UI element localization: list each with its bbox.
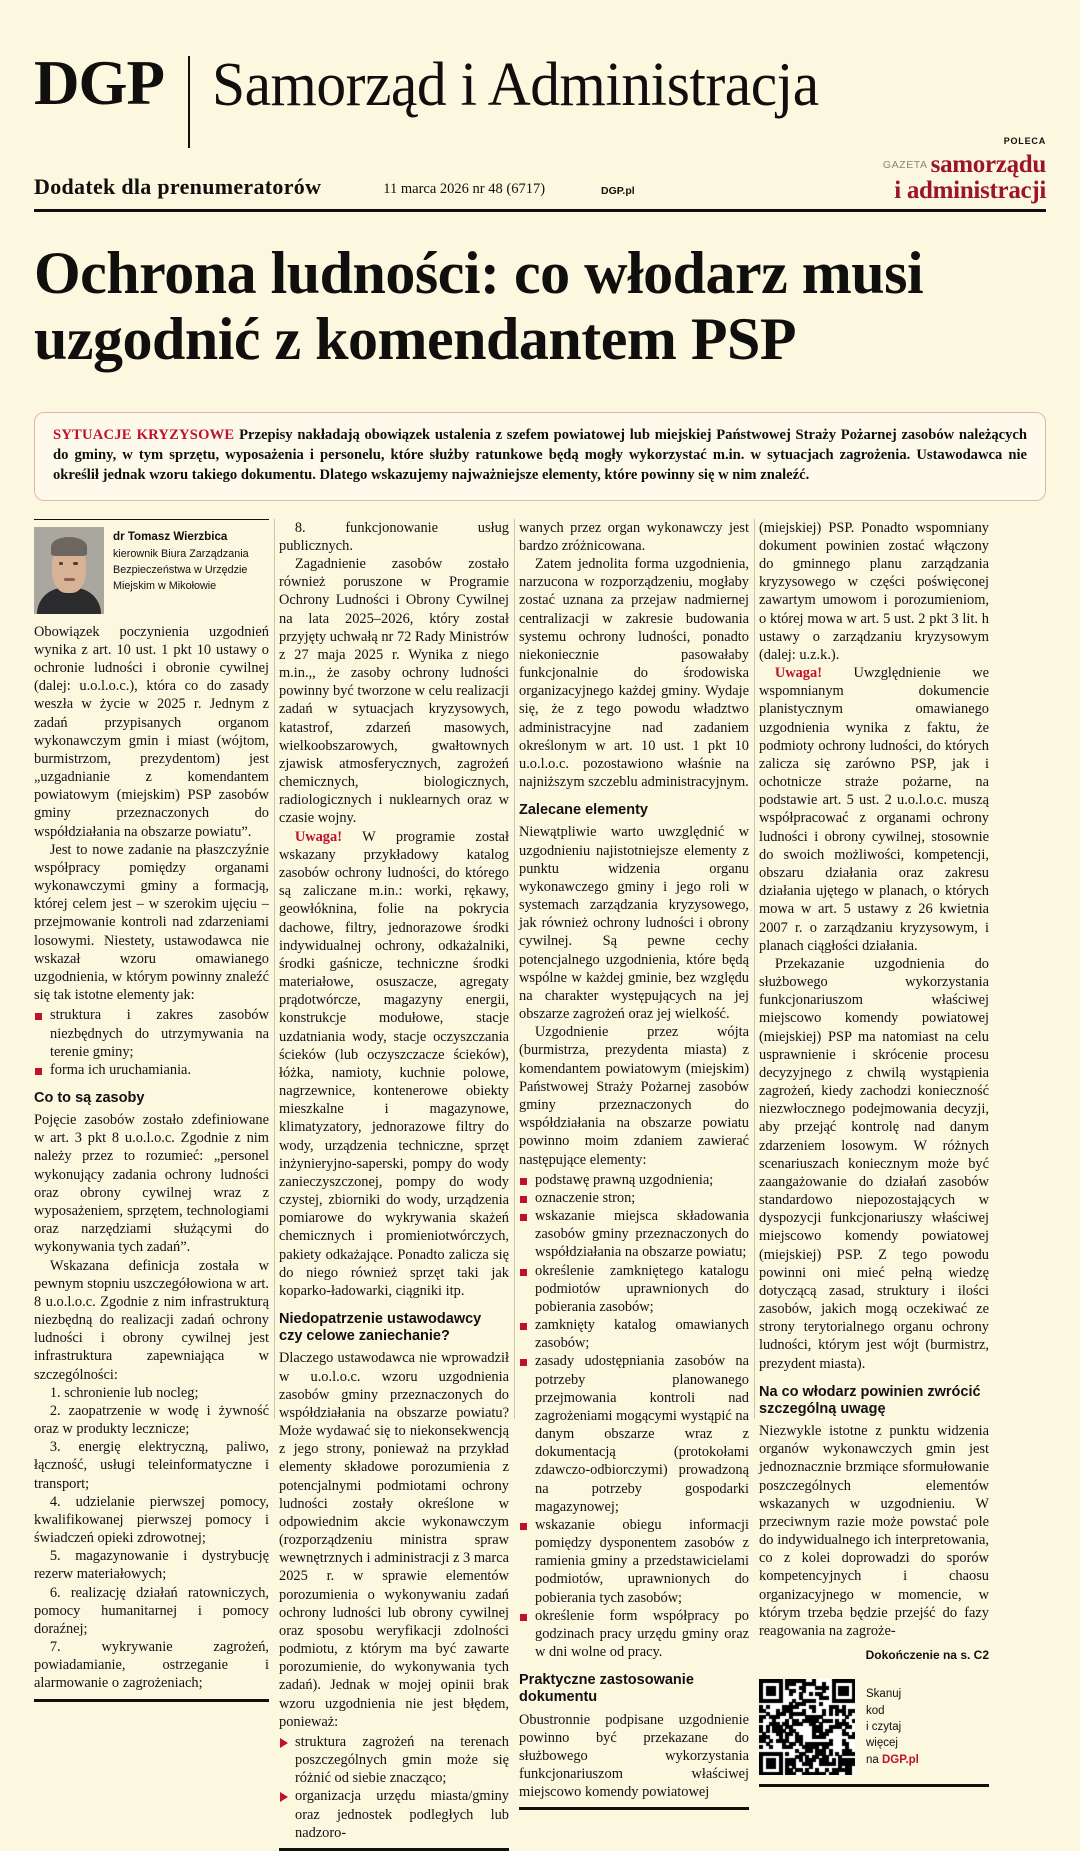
paragraph: Wskazana definicja została w pewnym stopniu uszczegółowiona w art. 8 u.o.l.o.c. Zgodnie z nim infrastrukturą niezbędną do realizacji zadań ochrony ludności i obrony cywilnej jest infrastruktura zapewniająca w szczególności: [34,1257,269,1383]
list-item: forma ich uruchamiania. [34,1061,269,1079]
author-role-line-2: Bezpieczeństwa w Urzędzie [113,563,248,576]
qr-line-2: kod [866,1704,885,1717]
uwaga-label: Uwaga! [294,828,342,845]
article-columns [34,519,1046,1841]
list-item: organizacja urzędu miasta/gminy oraz jednostek podległych lub nadzoro- [279,1787,509,1842]
list-item: wskazanie obiegu informacji pomiędzy dysponentem zasobów z ramienia gminy a przedstawicielami podmiotów, uprawnionych do pobierania tych zasobów; [519,1516,749,1607]
qr-caption [866,1686,919,1768]
column-2 [274,519,509,1841]
paragraph: (miejskiej) PSP. Ponadto wspomniany dokument powinien zostać włączony do gminnego planu zarządzania kryzysowego w części poświęconej zawartym umowom i porozumieniom, o której mowa w art. 5 ust. 2 pkt 3 lit. h ustawy o zarządzaniu kryzysowym (dalej: u.z.k.). [759,519,989,663]
paragraph: Uzgodnienie przez wójta (burmistrza, prezydenta miasta) z komendantem powiatowym (miejskim) Państwowej Straży Pożarnej zasobów gminy przeznaczonych do współdziałania na obszarze powiatu powinno moim zdaniem zawierać następujące elementy: [519,1024,749,1168]
paragraph: Obowiązek poczynienia uzgodnień wynika z art. 10 ust. 1 pkt 10 ustawy o ochronie ludności i obronie cywilnej (dalej: u.o.l.o.c.), która co do zasady weszła w życie w 2025 r. Jednym z zadań przypisanych organom wykonawczym gmin i miast (wójtom, burmistrzom, prezydentom) jest „uzgadnianie z komendantem powiatowym (miejskim) PSP zasobów gminy przeznaczonych do współdziałania na obszarze powiatu”. [34,623,269,840]
brand-line-1 [882,151,1046,178]
subheading-line-1: Niedopatrzenie ustawodawcy [279,1311,482,1328]
qr-line-1: Skanuj [866,1688,902,1701]
subheading-na-co-wlodarz [759,1384,989,1418]
column-bottom-rule [34,1699,269,1702]
brand-gazeta-label: GAZETA [882,159,928,171]
column-divider [274,519,275,1419]
brand-word-samorzadu: samorządu [930,151,1046,178]
subheading-line-2: szczególną uwagę [759,1400,886,1417]
brand-poleca-label: POLECA [1003,136,1046,146]
list-item: zasady udostępniania zasobów na potrzeby planowanego przejmowania kontroli nad zagrożeniami mogącymi wystąpić na danym obszarze wraz z dokumentacją (protokołami zdawczo-odbiorczymi) prowadzoną na potrzeby gospodarki magazynowej; [519,1352,749,1516]
headline-line-2: uzgodnić z komendantem PSP [34,306,797,372]
paragraph: Niewątpliwie warto uwzględnić w uzgodnieniu najistotniejsze elementy z punktu widzenia organu wykonawczego gminy i jego roli w systemach zarządzania kryzysowego, jak również ochrony ludności i obrony cywilnej. Są pewne cechy potencjalnego uzgodnienia, które będą wspólne w każdej gminie, bez względu na charakter występujących na jej obszarze zagrożeń oraz jej wielkość. [519,824,749,1023]
paragraph: Zagadnienie zasobów zostało również poruszone w Programie Ochrony Ludności i Obrony Cywilnej na lata 2025–2026, który został przyjęty uchwałą nr 72 Rady Ministrów z 27 maja 2025 r. Wynika z niego m.in.,, że zasoby ochrony ludności powinny być tworzone w celu realizacji zadań w sytuacjach kryzysowych, katastrof, zdarzeń masowych, wielkoobszarowych, gwałtownych zjawisk atmosferycznych, zagrożeń chemicznych, biologicznych, radiologicznych i nuklearnych oraz w czasie wojny. [279,556,509,827]
numbered-item: 7. wykrywanie zagrożeń, powiadamianie, ostrzeganie i alarmowanie o zagrożeniach; [34,1639,269,1692]
paragraph: 8. funkcjonowanie usług publicznych. [279,519,509,554]
qr-line-5-prefix: na [866,1753,882,1766]
qr-code-icon[interactable] [759,1679,855,1775]
list-item: struktura i zakres zasobów niezbędnych do utrzymywania na terenie gminy; [34,1006,269,1061]
brand-word-administracji: i administracji [894,177,1046,204]
column-divider [514,519,515,1419]
list-item: określenie zamkniętego katalogu podmiotów uprawnionych do pobierania zasobów; [519,1262,749,1317]
subheading-line-2: czy celowe zaniechanie? [279,1328,450,1345]
list-item: zamknięty katalog omawianych zasobów; [519,1316,749,1352]
subheading-line-1: Na co włodarz powinien zwrócić [759,1383,981,1400]
column-divider [754,519,755,1419]
subheading-praktyczne-zastosowanie [519,1672,749,1706]
lead-kicker: SYTUACJE KRYZYSOWE [53,427,235,444]
list-item: określenie form współpracy po godzinach pracy urzędu gminy oraz w dni wolne od pracy. [519,1607,749,1662]
masthead-title: Samorząd i Administracja [211,51,819,119]
subheading-niedopatrzenie [279,1311,509,1345]
list-item: struktura zagrożeń na terenach poszczególnych gmin może się różnić od siebie znacząco; [279,1733,509,1788]
brand-promo [883,137,1046,203]
column-bottom-rule [519,1807,749,1810]
lead-text: Przepisy nakładają obowiązek ustalenia z szefem powiatowej lub miejskiej Państwowej Straży Pożarnej zasobów należących do gminy, w tym sprzętu, wyposażenia i personelu, które służby ratunkowe będą mogły wykorzystać m.in. w sytuacjach zagrożenia. Ustawodawca nie określił jednak wzoru takiego dokumentu. Dlatego wskazujemy najważniejsze elementy, które powinny się w nim znaleźć. [53,427,1027,483]
qr-line-5 [866,1752,919,1768]
numbered-item: 4. udzielanie pierwszej pomocy, kwalifikowanej pierwszej pomocy i świadczeń opieki zdrowotnej; [34,1493,269,1547]
paragraph: Jest to nowe zadanie na płaszczyźnie współpracy pomiędzy organami wykonawczymi gminy a formacją, której celem jest – w szerokim ujęciu – przejmowanie kontroli nad zdarzeniami losowymi. Niestety, ustawodawca nie wskazał wzoru omawianego uzgodnienia, w którym powinny znaleźć się tak istotne elementy jak: [34,841,269,1004]
paragraph: Obustronnie podpisane uzgodnienie powinno być przekazane do służbowego wykorzystania funkcjonariuszom właściwej miejscowo komendy powiatowej [519,1711,749,1801]
paragraph-text: Uwzględnienie we wspomnianym dokumencie planistycznym omawianego uzgodnienia wynika z faktu, że podmioty ochrony ludności, do których zalicza się zarówno PSP, jak i ochotnicze straże pożarne, na podstawie art. 5 ust. 2 u.o.l.o.c. muszą współpracować z organami ochrony ludności i obrony cywilnej, stosownie do swoich możliwości, kompetencji, obszaru działania oraz zakresu działania ujętego w planach, o których mowa w art. 5 ustawy z 26 kwietnia 2007 r. o zarządzaniu kryzysowym, i planach ciągłości działania. [759,665,989,954]
numbered-item: 5. magazynowanie i dystrybucję rezerw materiałowych; [34,1548,269,1583]
subheading-zalecane-elementy: Zalecane elementy [519,802,648,819]
triangle-bullet-list [279,1733,509,1842]
list-item: oznaczenie stron; [519,1189,749,1207]
masthead [34,0,1046,148]
issue-date: 11 marca 2026 nr 48 (6717) [383,181,546,197]
website-label[interactable]: DGP.pl [601,185,635,197]
masthead-subbar [34,136,1046,212]
subheading-line-2: dokumentu [519,1689,598,1706]
column-4 [754,519,989,1766]
masthead-divider [188,56,190,148]
uwaga-label: Uwaga! [774,665,822,682]
list-item: wskazanie miejsca składowania zasobów gminy przeznaczonych do współdziałania na obszarze powiatu; [519,1207,749,1262]
paragraph-text: W programie został wskazany przykładowy katalog zasobów ochrony ludności, do którego są zaliczane m.in.: worki, rękawy, geowłóknina, folie na pokrycia dachowe, filtry, jednorazowe środki indywidualnej ochrony, odkażalniki, środki gaśnicze, techniczne środki materiałowe, osuszacze, agregaty prądotwórcze, magazyny energii, konstrukcje modułowe, stacje uzdatniania wody, stacje oczyszczania ścieków (lub oczyszczacze ścieków), łóżka, namioty, kuchnie polowe, nagrzewnice, kontenerowe obiekty mieszkalne i magazynowe, klimatyzatory, jednorazowe filtry do wody, urządzenia techniczne, sprzęt inżynieryjno-saperski, pompy do wody zanieczyszczonej, pompy do wody czystej, zbiorniki do wody, urządzenia pomiarowe do wykrywania skażeń chemicznych i promieniotwórczych, pakiety odkażające. Ponadto zalicza się do niego również sprzęt taki jak koparko-ładowarki, ciągniki itp. [279,828,509,1299]
qr-promo[interactable] [759,1679,989,1775]
column-3 [514,519,749,1801]
column-1 [34,519,269,1692]
subheading-co-to-sa-zasoby: Co to są zasoby [34,1090,145,1107]
paragraph: wanych przez organ wykonawczy jest bardzo zróżnicowana. [519,519,749,554]
numbered-item: 3. energię elektryczną, paliwo, łączność, usługi teleinformatyczne i transport; [34,1439,269,1492]
headline-line-1: Ochrona ludności: co włodarz musi [34,240,924,306]
supplement-label: Dodatek dla prenumeratorów [34,174,322,199]
article-headline [34,240,1046,372]
list-item: podstawę prawną uzgodnienia; [519,1171,749,1189]
author-meta [113,527,249,614]
author-name: dr Tomasz Wierzbica [113,529,228,543]
author-role-line-3: Miejskim w Mikołowie [113,579,217,592]
qr-line-4: więcej [866,1737,898,1750]
paragraph [759,664,989,955]
bullet-list [34,1006,269,1079]
qr-line-3: i czytaj [866,1721,902,1734]
author-role-line-1: kierownik Biura Zarządzania [113,548,249,561]
paragraph [279,828,509,1300]
lead-box [34,412,1046,501]
subheading-line-1: Praktyczne zastosowanie [519,1672,694,1689]
bullet-list [519,1171,749,1662]
author-box [34,519,269,614]
avatar [34,527,104,614]
paragraph: Pojęcie zasobów zostało zdefiniowane w art. 3 pkt 8 u.o.l.o.c. Zgodnie z nim należy przez to rozumieć: „personel wykonujący zadania ochrony ludności oraz obrony cywilnej wraz z wyposażeniem, sprzętem, technologiami oraz narzędziami służącymi do wykonywania tych zadań”. [34,1112,269,1256]
paragraph: Dlaczego ustawodawca nie wprowadził w u.o.l.o.c. wzoru uzgodnienia zasobów gminy przeznaczonych do współdziałania na obszarze powiatu? Może wydawać się to niekonsekwencją z jego strony, ponieważ na przykład elementy składowe porozumienia z potencjalnymi podmiotami ochrony ludności zostały określone w odpowiednim akcie wykonawczym (rozporządzeniu ministra spraw wewnętrznych i administracji z 3 marca 2025 r. w sprawie elementów porozumienia o wykonywaniu zadań ochrony ludności lub obrony cywilnej oraz sposobu weryfikacji zdolności podmiotu, z którym ma być zawarte porozumienie, do wykonywania tych zadań). Jednak w mojej opinii brak wzoru uzgodnienia nie jest błędem, ponieważ: [279,1350,509,1730]
numbered-item: 2. zaopatrzenie w wodę i żywność oraz w produkty lecznicze; [34,1402,269,1438]
numbered-item: 6. realizację działań ratowniczych, pomocy humanitarnej i pomocy doraźnej; [34,1584,269,1637]
paragraph: Zatem jednolita forma uzgodnienia, narzucona w rozporządzeniu, mogłaby zostać uznana za przejaw nadmiernej centralizacji w zakresie budowania systemu ochrony ludności, ponadto niekoniecznie pasowałaby funkcjonalnie do środowiska organizacyjnego każdej gminy. Wydaje się, że z tego powodu władztwo administracyjne nad zadaniem określonym w art. 10 ust. 1 pkt 10 u.o.l.o.c. pozostawiono właśnie na najniższym szczeblu administracyjnym. [519,556,749,791]
dgp-logo: DGP [34,48,164,118]
paragraph: Przekazanie uzgodnienia do służbowego wykorzystania funkcjonariuszom właściwej miejscowo komendy powiatowej (miejskiej) PSP ma natomiast na celu usprawnienie i skrócenie procesu decyzyjnego z chwilą wystąpienia zagrożeń, kiedy zachodzi konieczność niezwłocznego podejmowania decyzji, aby przejąć kontrolę nad danym zdarzeniem losowym. W różnych scenariuszach koniecznym może być zaangażowanie do działań zasobów standardowo niepozostających w dyspozycji funkcjonariuszy właściwej miejscowo komendy powiatowej (miejskiej) PSP. Z tego powodu powinni oni mieć pełną wiedzę dotyczącą zasad, struktury i ilości zasobów, jakich mogą oczekiwać ze strony terytorialnego organu ochrony ludności, którym jest wójt (burmistrz, prezydent miasta). [759,955,989,1372]
numbered-item: 1. schronienie lub nocleg; [49,1384,199,1401]
continuation-note: Dokończenie na s. C2 [865,1648,989,1663]
paragraph: Niezwykle istotne z punktu widzenia organów wykonawczych gmin jest jednoznacznie brzmiące sformułowanie poszczególnych elementów wskazanych w uzgodnieniu. W przeciwnym razie może powstać pole do indywidualnego ich interpretowania, co z kolei doprowadzi do sporów kompetencyjnych i chaosu organizacyjnego w momencie, w którym trzeba będzie przejść do fazy reagowania na zagroże- [759,1423,989,1639]
brand-line-2 [883,178,1046,203]
qr-brand-dgp[interactable]: DGP.pl [882,1753,919,1766]
column-bottom-rule [759,1784,989,1787]
